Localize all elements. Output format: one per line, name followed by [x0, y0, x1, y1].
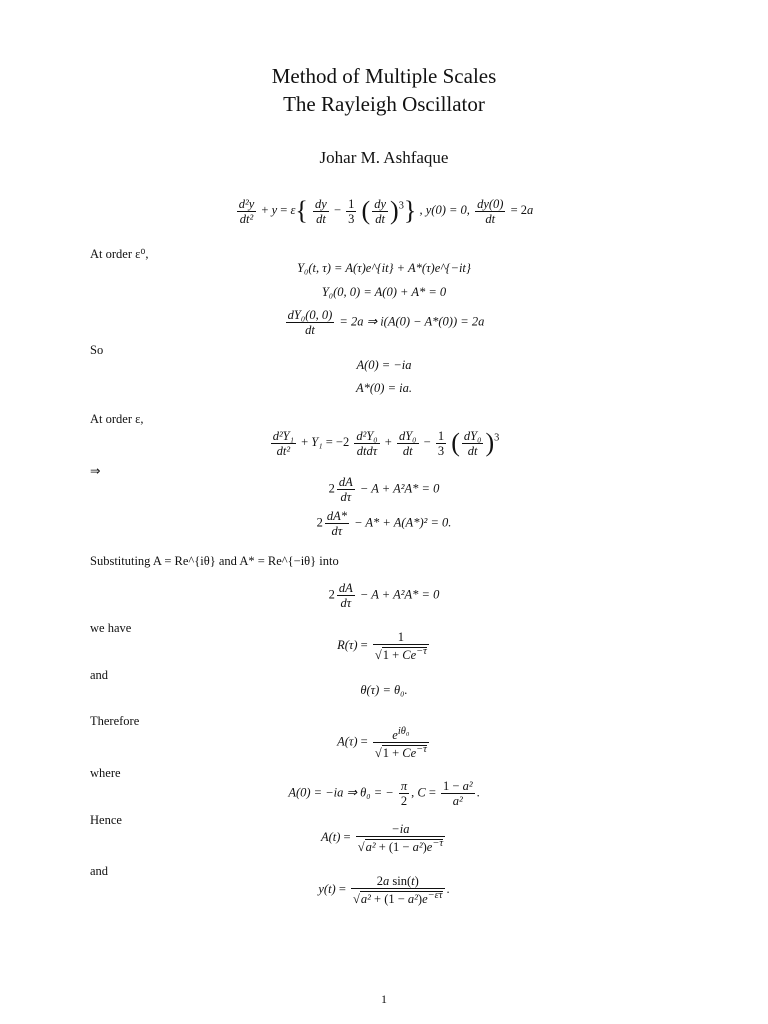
r-equation: R(τ) = $\frac{1}{√1 + Ce^{-\tau}}$: [337, 630, 427, 663]
amplitude-equation-3-rhs: − A + A²A* = 0: [359, 587, 440, 602]
title-line-1: Method of Multiple Scales: [271, 64, 497, 88]
author: Johar M. Ashfaque: [319, 148, 449, 167]
main-equation-conditions: , y(0) = 0,: [419, 202, 470, 217]
amplitude-equation-1: 2 $\frac{dA}{d\tau}$ − A + A²A* = 0: [328, 475, 440, 504]
astar0-equation: A*(0) = ia.: [356, 381, 412, 395]
a-tau-equation: A(τ) = $\frac{e^{i\theta_0}}{√1 + Ce^{-\tau}}$: [337, 726, 427, 761]
so-label: So: [90, 343, 104, 357]
amplitude-equation-1-rhs: − A + A²A* = 0: [359, 481, 440, 496]
theta0-value: A(0) = −ia ⇒ θ₀ = −: [288, 785, 394, 800]
page-number: 1: [381, 992, 387, 1006]
dy0-rhs: = 2a ⇒ i(A(0) − A*(0)) = 2a: [339, 314, 485, 329]
main-equation: $\frac{\text{d²y}}{\text{dt²}}$ + y = ε{ $\frac{dy}{dt}$ − $\frac{1}{3}$ ( $\frac{dy}{dt}$ )$^3$} , y(0) = 0, $\frac{dy(0)}{dt}$ = 2a: [238, 196, 534, 226]
order-one-label: At order ε,: [90, 412, 144, 426]
y0-equation: Y₀(t, τ) = A(τ)e^{it} + A*(τ)e^{−it}: [297, 261, 471, 275]
solution-equation: y(t) = $\frac{\text{2a sin(t)}}{√a^2 + (1 - a^2)e^{-\varepsilon\tau}}$ .: [318, 874, 450, 907]
order-zero-label: At order ε⁰,: [90, 247, 149, 261]
amplitude-equation-2-rhs: − A* + A(A*)² = 0.: [354, 515, 452, 530]
and-label-1: and: [90, 668, 109, 682]
theta-equation: θ(τ) = θ₀.: [360, 683, 408, 697]
amplitude-equation-2: 2 $\frac{dA*}{d\tau}$ − A* + A(A*)² = 0.: [316, 509, 452, 538]
and-label-2: and: [90, 864, 109, 878]
a-t-equation: A(t) = $\frac{-ia}{√a^2 + (1 - a^2)e^{-\tau}}$: [320, 822, 444, 855]
y1-equation: $\frac{\text{d²Y₁}}{\text{dt²}}$ + Y₁ = −2 $\frac{\text{d²Y₀}}{\text{dtdτ}}$ + $\frac{\text{dY₀}}{dt}$ − $\frac{1}{3}$ ( $\frac{\text{dY₀}}{dt}$ )$^3$: [272, 428, 500, 458]
implies-label: ⇒: [90, 464, 101, 478]
we-have-label: we have: [90, 621, 132, 635]
constants-equation: A(0) = −ia ⇒ θ₀ = − $\frac{\pi}{2}$ , C = $\frac{\text{1 − a²}}{\text{a²}}$ .: [288, 779, 480, 808]
y0-initial: Y₀(0, 0) = A(0) + A* = 0: [321, 285, 447, 299]
a0-equation: A(0) = −ia: [356, 358, 412, 372]
amplitude-equation-3: 2 $\frac{dA}{d\tau}$ − A + A²A* = 0: [328, 581, 440, 610]
hence-label: Hence: [90, 813, 122, 827]
substituting-label: Substituting A = Re^{iθ} and A* = Re^{−iθ} into: [90, 554, 339, 568]
therefore-label: Therefore: [90, 714, 140, 728]
dy0-equation: $\frac{\text{dY₀(0, 0)}}{dt}$ = 2a ⇒ i(A(0) − A*(0)) = 2a: [287, 308, 485, 337]
title-line-2: The Rayleigh Oscillator: [283, 92, 485, 116]
where-label: where: [90, 766, 121, 780]
